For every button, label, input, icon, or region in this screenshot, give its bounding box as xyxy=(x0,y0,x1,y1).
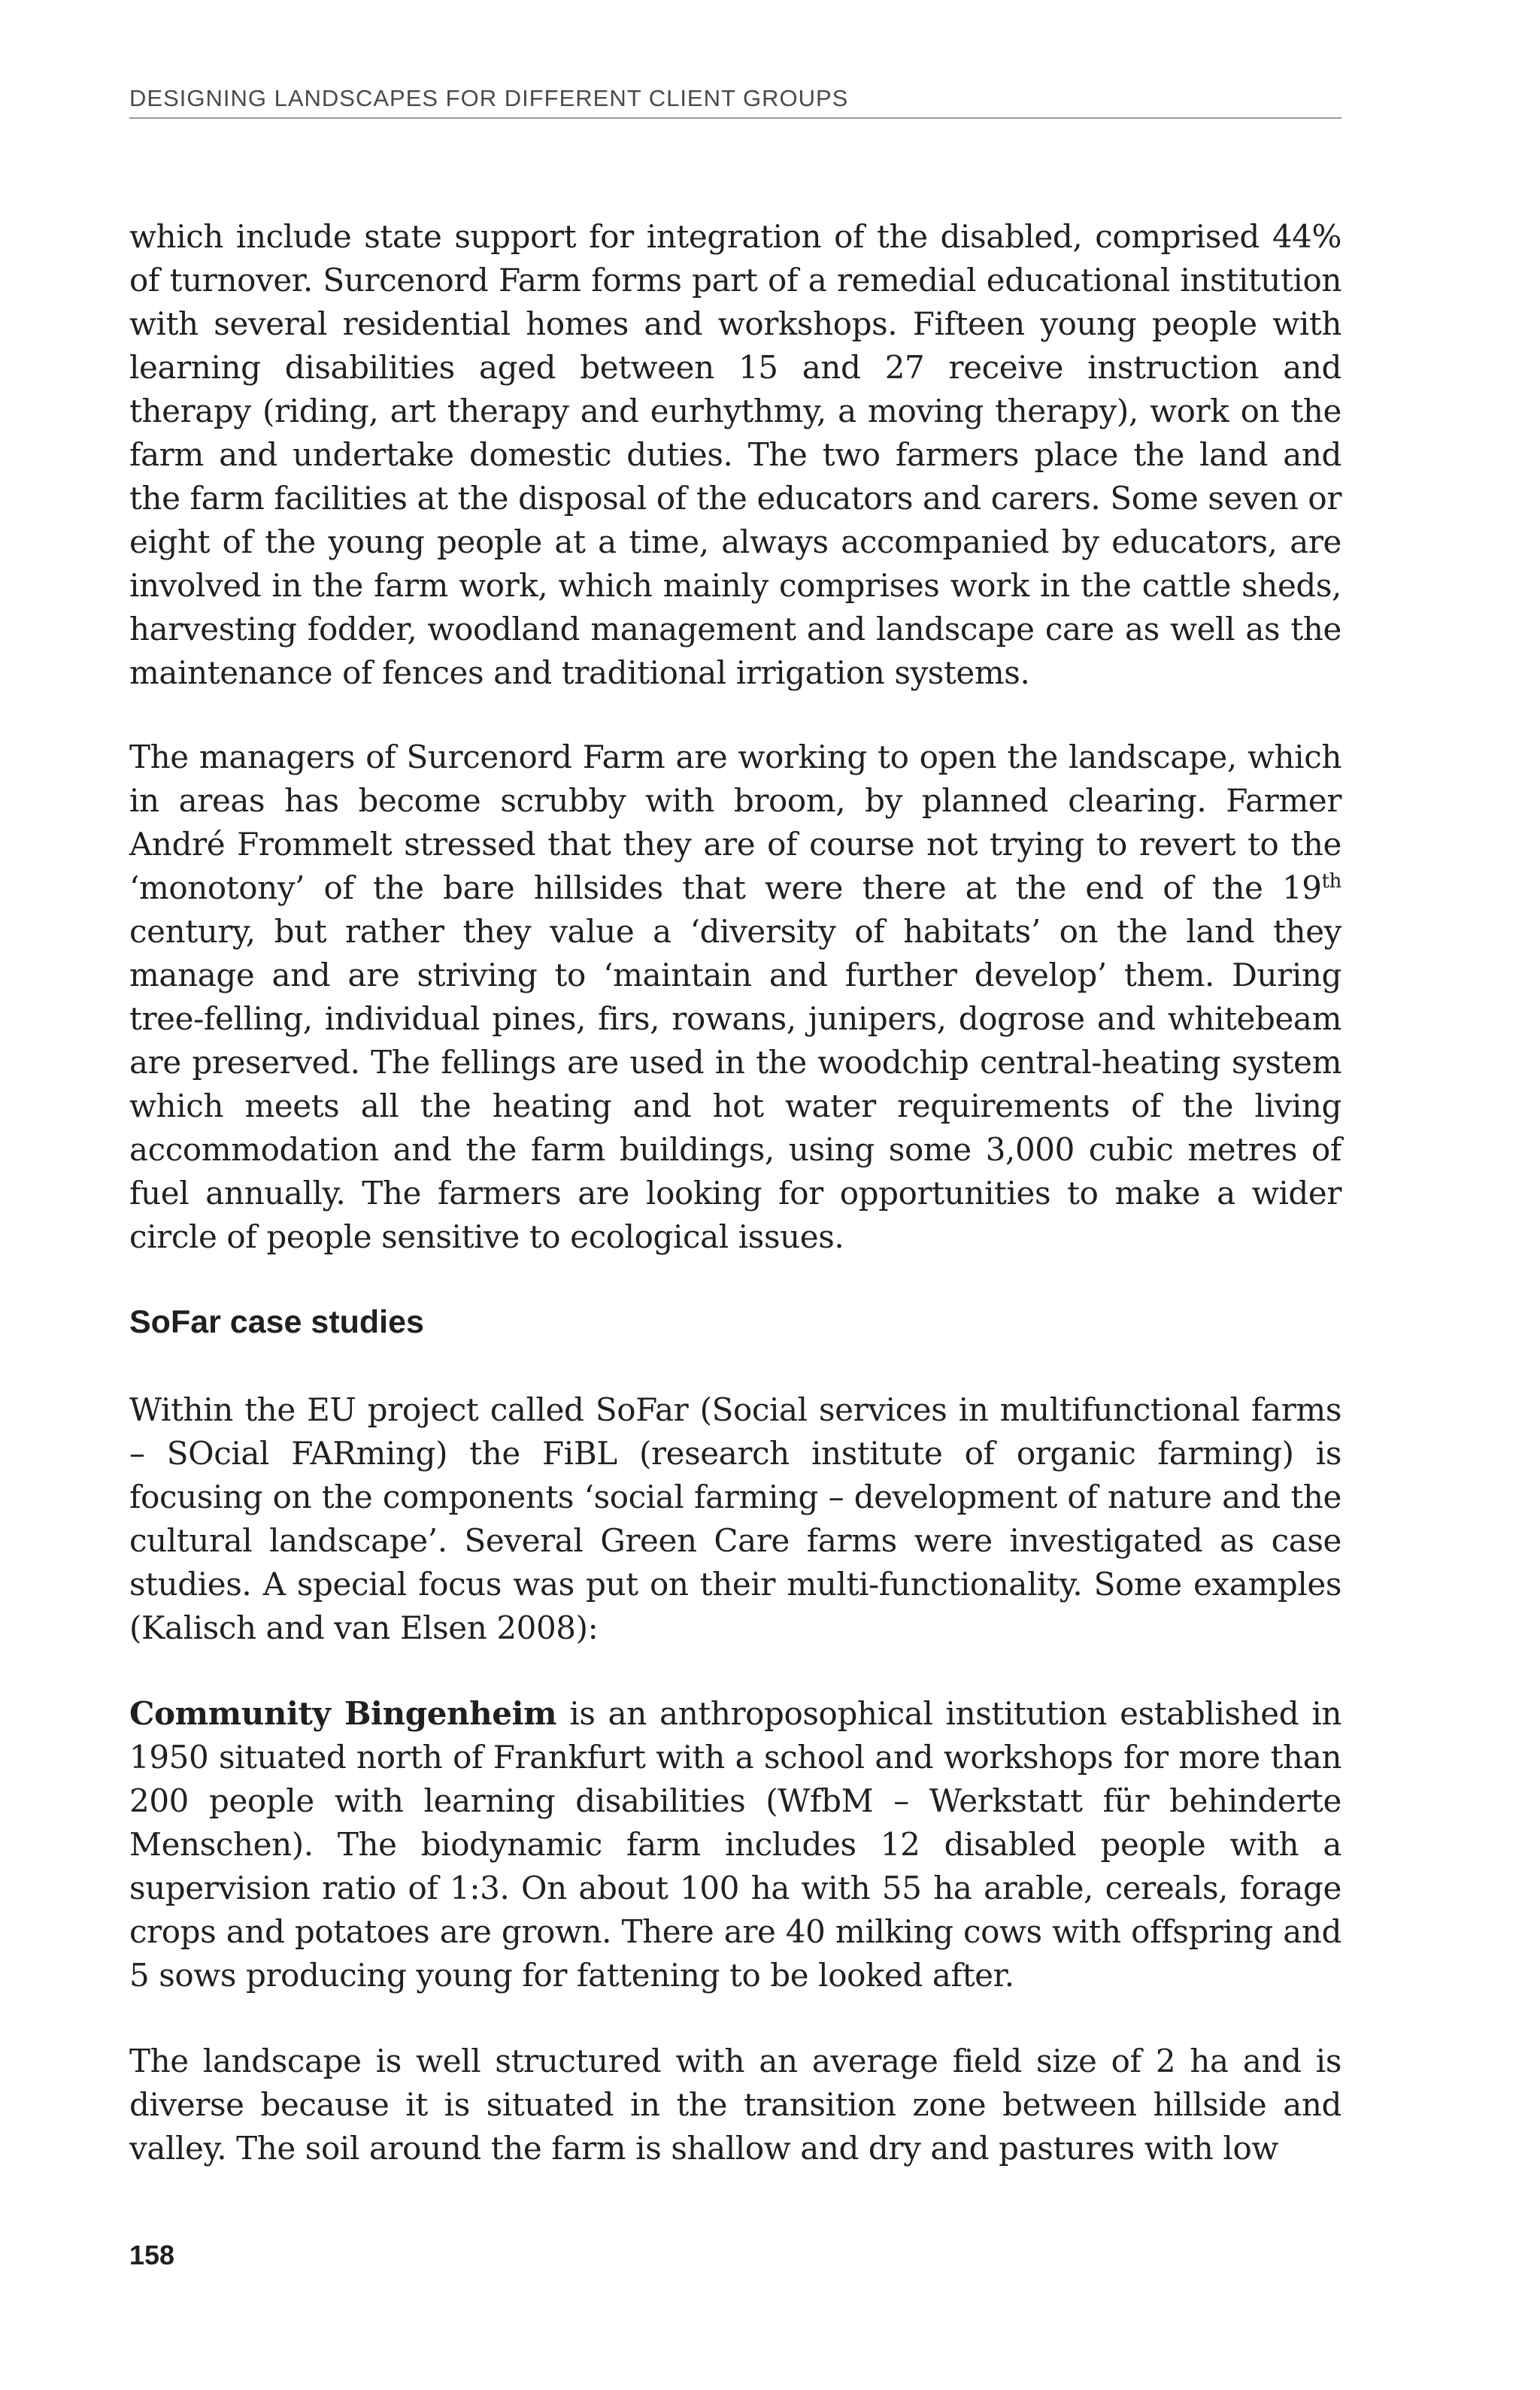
bold-term: Community Bingenheim xyxy=(129,1695,557,1732)
paragraph-text-part: century, but rather they value a ‘diversity of habitats’ on the land they manage and are striving to ‘maintain and further develop’ them. During tree-felling, individual pines, firs, rowans, junipers, dogrose and whitebeam are preserved. The fellings are used in the woodchip central-heating system which meets all the heating and hot water requirements of the living accommodation and the farm buildings, using some 3,000 cubic metres of fuel annually. The farmers are looking for opportunities to make a wider circle of people sensitive to ecological issues. xyxy=(129,913,1341,1255)
paragraph-text: Within the EU project called SoFar (Social services in multifunctional farms – SOcial FARming) the FiBL (research institute of organic farming) is focusing on the components ‘social farming – development of nature and the cultural landscape’. Several Green Care farms were investigated as case studies. A special focus was put on their multi-functionality. Some examples (Kalisch and van Elsen 2008): xyxy=(129,1391,1341,1646)
paragraph-text-part: is an anthroposophical institution established in 1950 situated north of Frankfurt with a school and workshops for more than 200 people with learning disabilities (WfbM – Werkstatt für behinderte Menschen). The biodynamic farm includes 12 disabled people with a supervision ratio of 1:3. On about 100 ha with 55 ha arable, cereals, forage crops and potatoes are grown. There are 40 milking cows with offspring and 5 sows producing young for fattening to be looked after. xyxy=(129,1695,1341,1994)
page-number: 158 xyxy=(129,2240,175,2270)
paragraph-1 xyxy=(129,215,1341,695)
paragraph-text xyxy=(129,736,1341,1259)
paragraph-text-part: The managers of Surcenord Farm are working to open the landscape, which in areas has become scrubby with broom, by planned clearing. Farmer André Frommelt stressed that they are of course not trying to revert to the ‘monotony’ of the bare hillsides that were there at the end of the 19 xyxy=(129,739,1341,906)
paragraph-text xyxy=(129,1692,1341,1997)
paragraph-3 xyxy=(129,1388,1341,1650)
paragraph-2 xyxy=(129,736,1341,1259)
paragraph-text: which include state support for integration of the disabled, comprised 44% of turnover. Surcenord Farm forms part of a remedial educational institution with several residential homes and workshops. Fifteen young people with learning disabilities aged between 15 and 27 receive instruction and therapy (riding, art therapy and eurhythmy, a moving therapy), work on the farm and undertake domestic duties. The two farmers place the land and the farm facilities at the disposal of the educators and carers. Some seven or eight of the young people at a time, always accompanied by educators, are involved in the farm work, which mainly comprises work in the cattle sheds, harvesting fodder, woodland management and landscape care as well as the maintenance of fences and traditional irrigation systems. xyxy=(129,218,1341,691)
superscript: th xyxy=(1321,870,1341,893)
paragraph-5 xyxy=(129,2040,1341,2170)
paragraph-text: The landscape is well structured with an average field size of 2 ha and is diverse because it is situated in the transition zone between hillside and valley. The soil around the farm is shallow and dry and pastures with low xyxy=(129,2043,1341,2167)
section-heading: SoFar case studies xyxy=(129,1304,424,1340)
running-header: DESIGNING LANDSCAPES FOR DIFFERENT CLIENT GROUPS xyxy=(129,84,1341,119)
paragraph-4 xyxy=(129,1692,1341,1997)
